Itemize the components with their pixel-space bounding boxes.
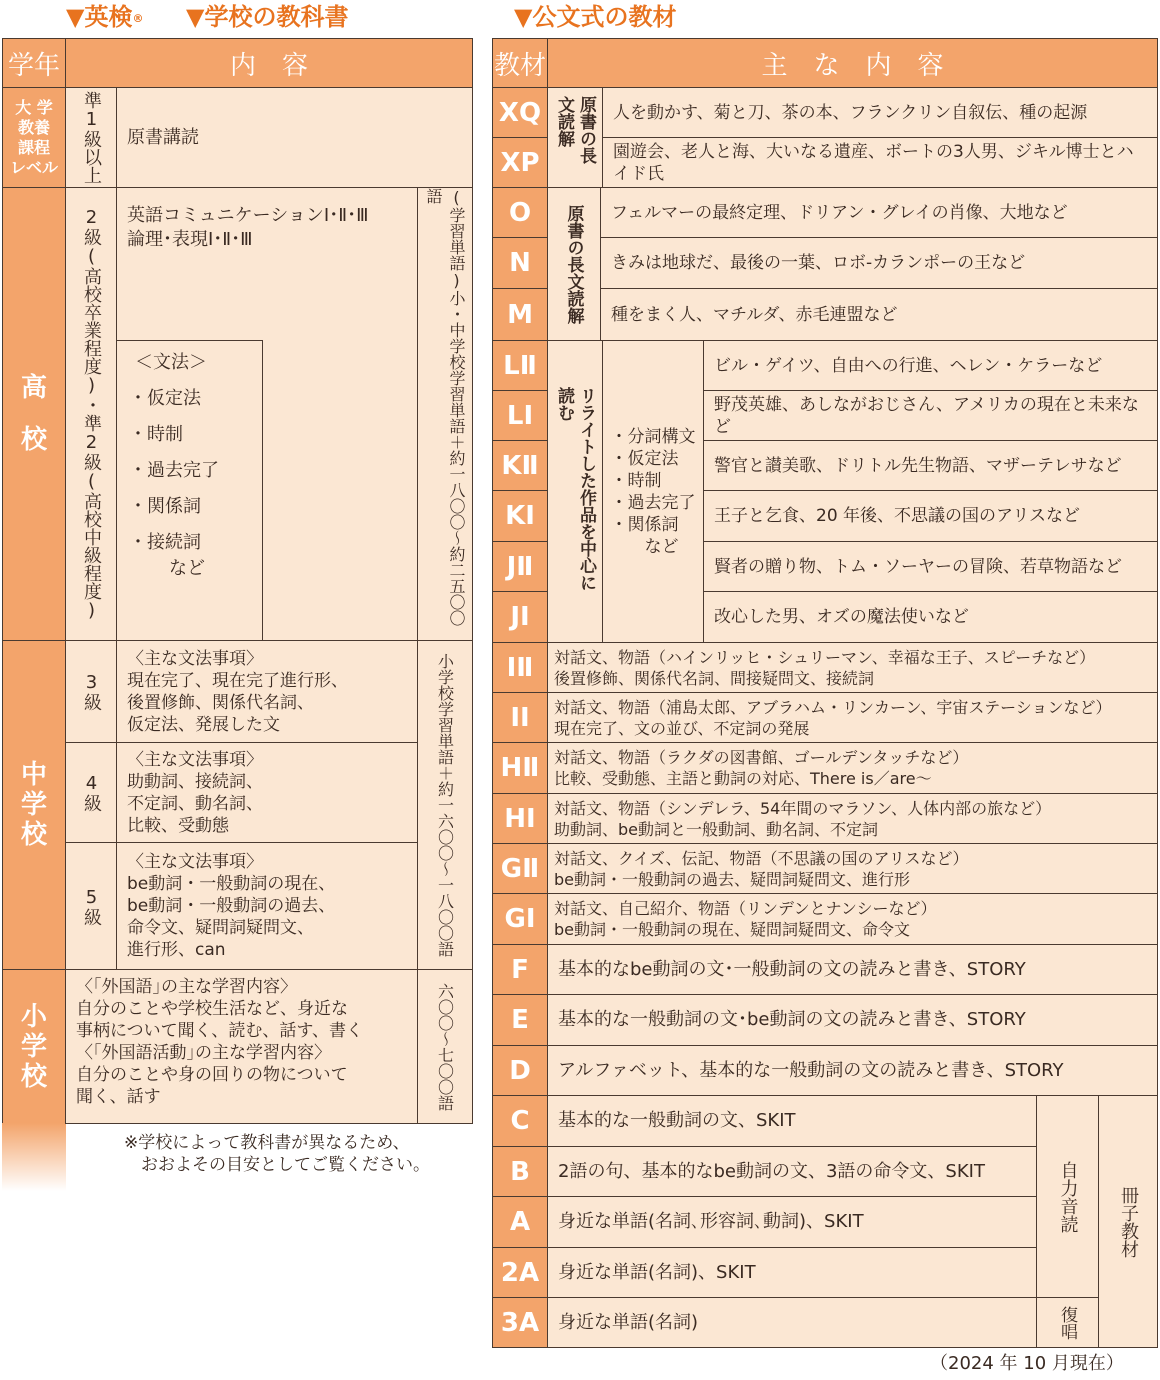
- level-badge: 2A: [492, 1247, 548, 1298]
- level-content: ビル・ゲイツ、自由への行進、ヘレン・ケラーなど: [703, 340, 1158, 391]
- level-badge: KⅡ: [492, 440, 548, 491]
- grammar-etc: など: [169, 558, 205, 579]
- level-badge: 3A: [492, 1297, 548, 1348]
- level-content: 人を動かす、菊と刀、茶の本、フランクリン自叙伝、種の起源: [602, 87, 1158, 138]
- level-content: きみは地球だ、最後の一葉、ロボ-カランポーの王など: [600, 237, 1158, 289]
- grammar-box: [117, 340, 263, 640]
- level-content: フェルマーの最終定理、ドリアン・グレイの肖像、大地など: [600, 187, 1158, 238]
- level-content: 対話文、物語（ラクダの図書館、ゴールデンタッチなど） 比較、受動態、主語と動詞の対応、There is／are～: [547, 742, 1158, 794]
- grade-university: 大 学 教養 課程 レベル: [2, 87, 66, 188]
- level-badge: HⅡ: [492, 742, 548, 794]
- level-content: 賢者の贈り物、トム・ソーヤーの冒険、若草物語など: [703, 541, 1158, 592]
- level-badge: IⅠ: [492, 692, 548, 743]
- kumon-heading: ▼公文式の教材: [514, 3, 677, 31]
- level-badge: A: [492, 1196, 548, 1248]
- level-badge: IⅡ: [492, 642, 548, 693]
- grade-elementary: 小 学 校: [2, 969, 66, 1124]
- level-content: 対話文、物語（ハインリッヒ・シュリーマン、幸福な王子、スピーチなど） 後置修飾、関係代名詞、間接疑問文、接続詞: [547, 642, 1158, 693]
- grammar-item: ・過去完了: [129, 460, 219, 481]
- level-content: 園遊会、老人と海、大いなる遺産、ボートの3人男、ジキル博士とハイド氏: [602, 137, 1158, 188]
- middle-grade3-content: 〈主な文法事項〉 現在完了、現在完了進行形、 後置修飾、関係代名詞、 仮定法、発展した文: [116, 640, 418, 743]
- high-textbook: 英語コミュニケーションⅠ･Ⅱ･Ⅲ 論理･表現Ⅰ･Ⅱ･Ⅲ: [127, 205, 369, 250]
- level-content: 基本的な一般動詞の文･be動詞の文の読みと書き、STORY: [547, 994, 1158, 1046]
- group-original-reading-o-m: 原書の長文読解: [547, 187, 601, 341]
- level-badge: HⅠ: [492, 793, 548, 844]
- level-content: 基本的な一般動詞の文、SKIT: [547, 1095, 1037, 1147]
- header-grade: 学年: [2, 38, 66, 88]
- booklet-material-label: 冊子教材: [1098, 1095, 1158, 1348]
- footnote: ※学校によって教科書が異なるため、 おおよその目安としてご覧ください。: [124, 1133, 430, 1175]
- level-badge: KⅠ: [492, 490, 548, 542]
- self-study-reading-label: 自力音読: [1036, 1095, 1099, 1298]
- high-vocab: (学習単語)小･中学校学習単語＋約一八〇〇～約二五〇〇語: [417, 187, 473, 641]
- level-badge: GⅡ: [492, 843, 548, 894]
- school-textbook-heading: ▼学校の教科書: [186, 3, 349, 31]
- middle-grade5-content: 〈主な文法事項〉 be動詞・一般動詞の現在、 be動詞・一般動詞の過去、 命令文、疑問詞疑問文、 進行形、can: [116, 842, 418, 970]
- middle-grade4-content: 〈主な文法事項〉 助動詞、接続詞、 不定詞、動名詞、 比較、受動態: [116, 742, 418, 843]
- header-main-content: 主 な 内 容: [547, 38, 1158, 88]
- level-content: 対話文、物語（浦島太郎、アブラハム・リンカーン、宇宙ステーションなど） 現在完了、文の並び、不定詞の発展: [547, 692, 1158, 743]
- grade-middle-school: 中 学 校: [2, 640, 66, 970]
- middle-vocab: 小学校学習単語＋約一六〇〇～一八〇〇語: [417, 640, 473, 970]
- level-content: 身近な単語(名詞､形容詞､動詞)、SKIT: [547, 1196, 1037, 1248]
- eiken-grade2-pre2: 2級(高校卒業程度)・準2級(高校中級程度): [65, 187, 117, 641]
- grammar-item: ・時制: [129, 424, 183, 445]
- univ-content: 原書講読: [116, 87, 473, 188]
- eiken-grade3: 3級: [65, 640, 117, 743]
- level-content: 対話文、クイズ、伝記、物語（不思議の国のアリスなど） be動詞・一般動詞の過去、疑問詞疑問文、進行形: [547, 843, 1158, 894]
- level-badge: B: [492, 1146, 548, 1197]
- level-badge: XQ: [492, 87, 548, 138]
- level-badge: JⅠ: [492, 591, 548, 643]
- elementary-vocab: 六〇〇～七〇〇語: [417, 969, 473, 1124]
- level-content: アルファベット、基本的な一般動詞の文の読みと書き、STORY: [547, 1045, 1158, 1096]
- level-content: 身近な単語(名詞)、SKIT: [547, 1247, 1037, 1298]
- eiken-pre1: 準1級以上: [65, 87, 117, 188]
- repeat-reading-label: 復唱: [1036, 1297, 1099, 1348]
- level-badge: N: [492, 237, 548, 289]
- level-content: 2語の句、基本的なbe動詞の文、3語の命令文、SKIT: [547, 1146, 1037, 1197]
- header-content: 内 容: [65, 38, 473, 88]
- grade-column-fade: [2, 1123, 66, 1191]
- level-badge: LⅠ: [492, 390, 548, 441]
- group-rewritten-grammar: ・分詞構文 ・仮定法 ・時制 ・過去完了 ・関係詞 など: [602, 340, 704, 643]
- level-badge: E: [492, 994, 548, 1046]
- grade-high-school: 高 校: [2, 187, 66, 641]
- eiken-heading: ▼英検®: [66, 3, 144, 31]
- level-content: 改心した男、オズの魔法使いなど: [703, 591, 1158, 643]
- level-content: 身近な単語(名詞): [547, 1297, 1037, 1348]
- level-content: 種をまく人、マチルダ、赤毛連盟など: [600, 288, 1158, 341]
- level-badge: GⅠ: [492, 893, 548, 945]
- elementary-content: 〈｢外国語｣の主な学習内容〉 自分のことや学校生活など、身近な 事柄について聞く、読む、話す、書く 〈｢外国語活動｣の主な学習内容〉 自分のことや身の回りの物について 聞く、話す: [65, 969, 418, 1124]
- level-badge: LⅡ: [492, 340, 548, 391]
- grammar-item: ・接続詞: [129, 532, 201, 553]
- level-content: 基本的なbe動詞の文･一般動詞の文の読みと書き、STORY: [547, 944, 1158, 995]
- level-badge: D: [492, 1045, 548, 1096]
- level-content: 対話文、物語（シンデレラ、54年間のマラソン、人体内部の旅など） 助動詞、be動詞と一般動詞、動名詞、不定詞: [547, 793, 1158, 844]
- level-badge: O: [492, 187, 548, 238]
- high-content: [116, 187, 418, 641]
- level-badge: F: [492, 944, 548, 995]
- level-content: 対話文、自己紹介、物語（リンデンとナンシーなど） be動詞・一般動詞の現在、疑問詞疑問文、命令文: [547, 893, 1158, 945]
- eiken-grade4: 4級: [65, 742, 117, 843]
- level-badge: M: [492, 288, 548, 341]
- level-badge: JⅡ: [492, 541, 548, 592]
- grammar-item: ・関係詞: [129, 496, 201, 517]
- registered-mark: ®: [132, 12, 144, 25]
- level-badge: C: [492, 1095, 548, 1147]
- level-content: 王子と乞食、20 年後、不思議の国のアリスなど: [703, 490, 1158, 542]
- group-rewritten-works: リライトした作品を中心に読む: [547, 340, 603, 643]
- level-badge: XP: [492, 137, 548, 188]
- header-level: 教材: [492, 38, 548, 88]
- grammar-title: ＜文法＞: [135, 352, 207, 373]
- level-content: 警官と讃美歌、ドリトル先生物語、マザーテレサなど: [703, 440, 1158, 491]
- grammar-item: ・仮定法: [129, 388, 201, 409]
- eiken-grade5: 5級: [65, 842, 117, 970]
- group-original-reading-xq-xp: 原書の長文読解: [547, 87, 603, 188]
- level-content: 野茂英雄、あしながおじさん、アメリカの現在と未来など: [703, 390, 1158, 441]
- as-of-date: （2024 年 10 月現在）: [930, 1353, 1124, 1374]
